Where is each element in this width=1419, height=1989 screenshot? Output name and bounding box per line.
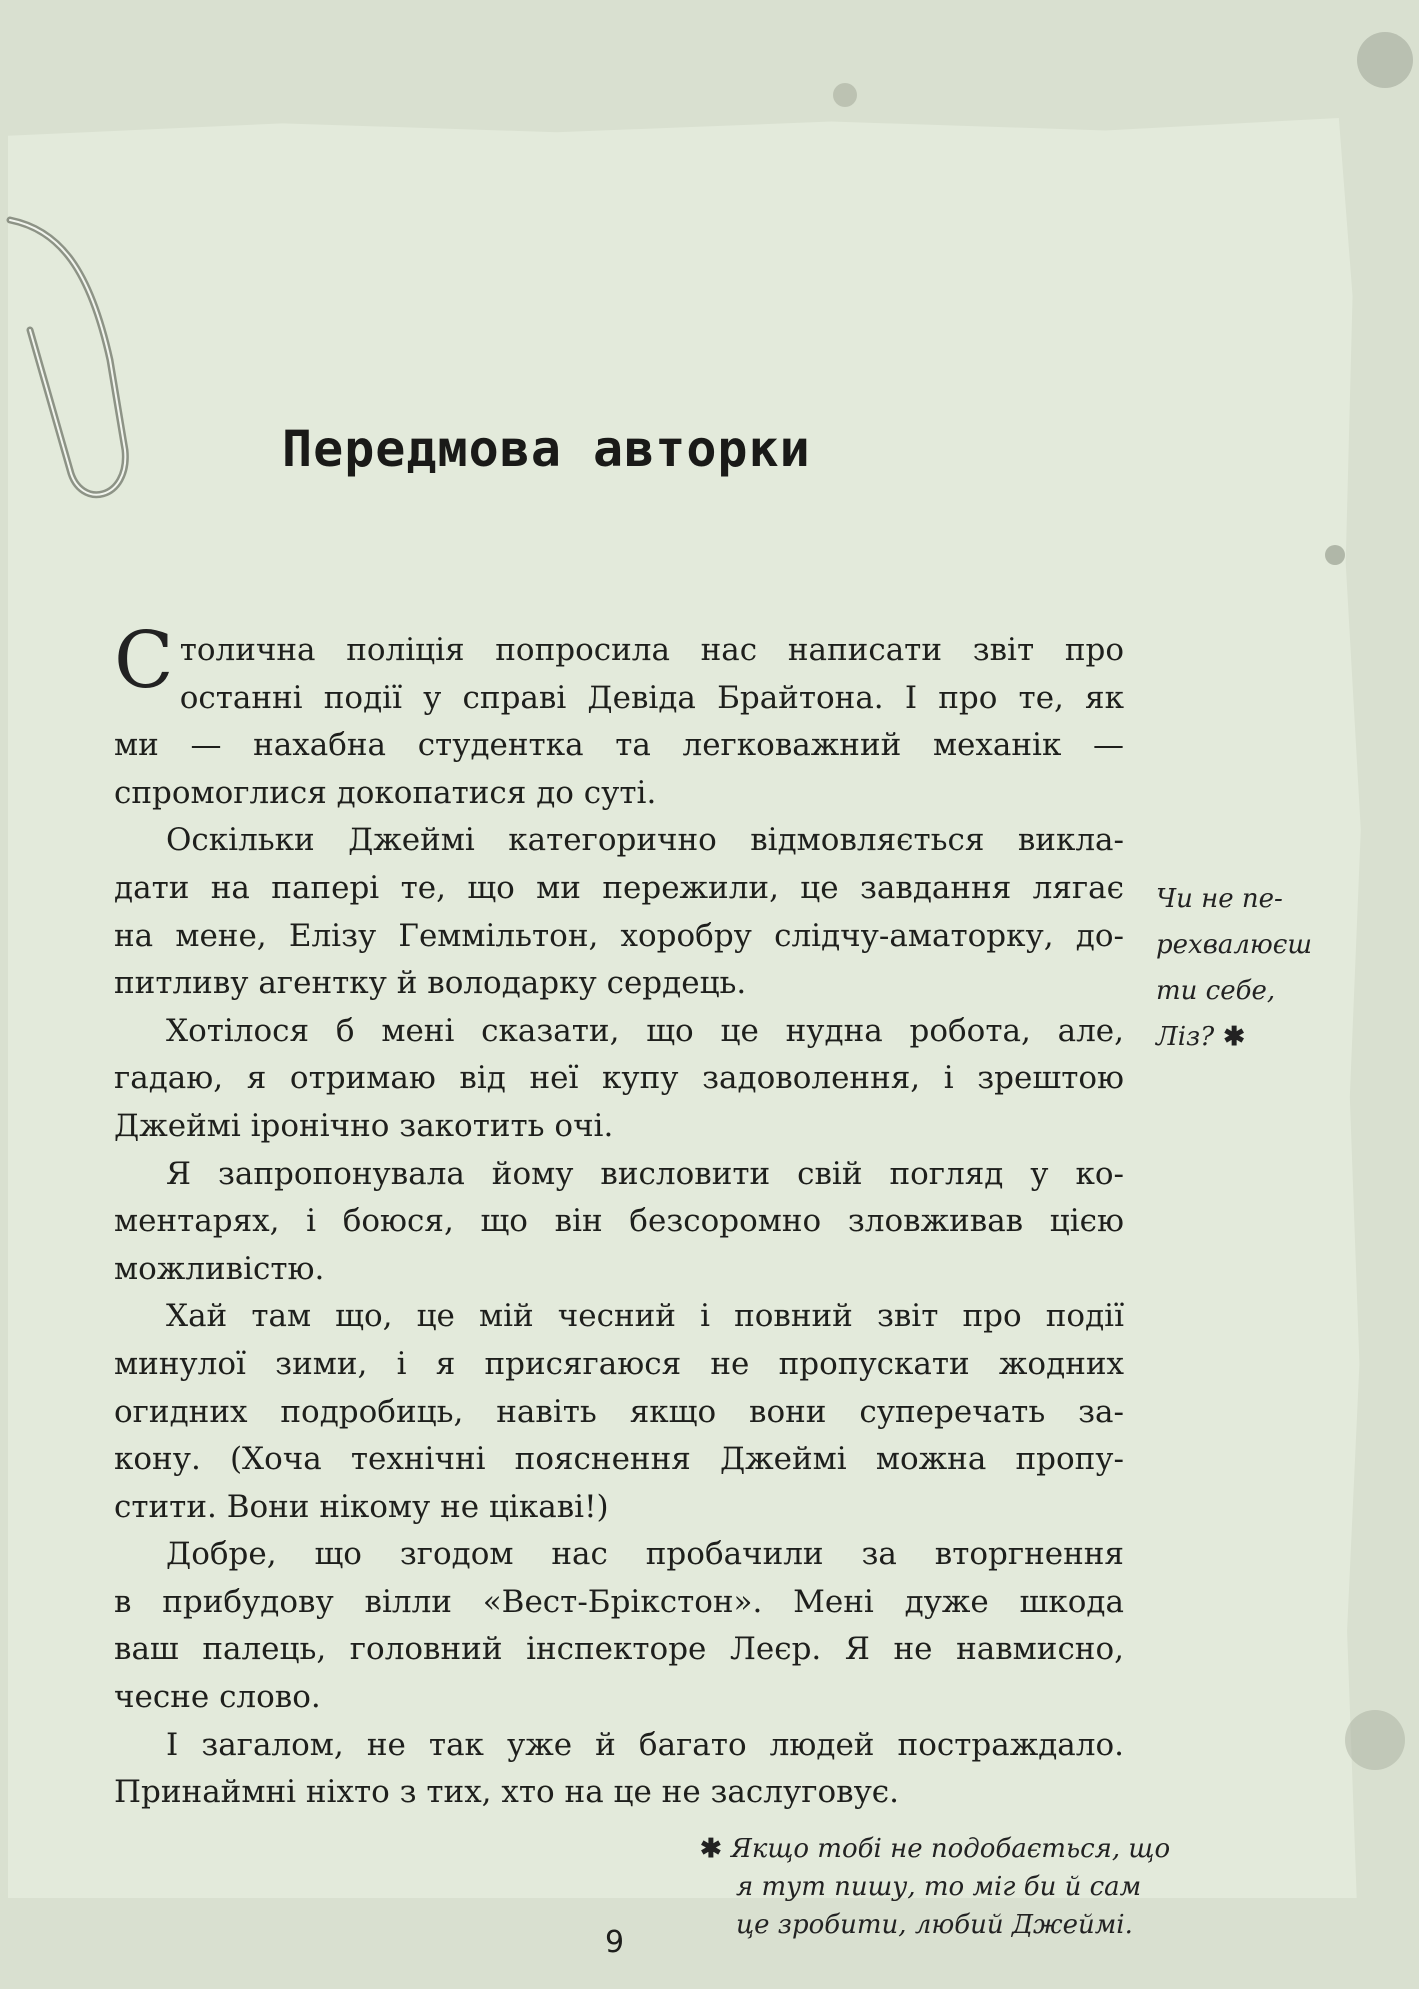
paragraph xyxy=(114,1722,1124,1817)
footnote-line: ✱ Якщо тобі не подобається, що xyxy=(700,1834,1171,1864)
side-note-line: Ліз? ✱ xyxy=(1156,1022,1245,1052)
text-line: ментарях, і боюся, що він безсоромно зловживав цією xyxy=(114,1203,1124,1240)
text-line: Джеймі іронічно закотить очі. xyxy=(114,1107,614,1144)
paragraph xyxy=(114,1293,1124,1531)
text-line: толична поліція попросила нас написати звіт про xyxy=(179,632,1124,668)
text-line: на мене, Елізу Геммільтон, хоробру слідчу-аматорку, до- xyxy=(114,917,1124,954)
side-note-line: Чи не пе- xyxy=(1156,884,1283,914)
paragraph xyxy=(114,817,1124,1007)
page-title: Передмова авторки xyxy=(282,420,811,478)
text-line: огидних подробиць, навіть якщо вони суперечать за- xyxy=(114,1393,1124,1430)
text-line: питливу агентку й володарку сердець. xyxy=(114,965,747,1002)
asterisk-icon: ✱ xyxy=(1214,1022,1245,1052)
text-line: Хотілося б мені сказати, що це нудна робота, але, xyxy=(166,1012,1124,1049)
text-line: ваш палець, головний інспекторе Леєр. Я не навмисно, xyxy=(114,1631,1124,1668)
text-line: останні події у справі Девіда Брайтона. І про те, як xyxy=(179,679,1124,716)
text-line: І загалом, не так уже й багато людей постраждало. xyxy=(166,1726,1124,1763)
text-line: спромоглися докопатися до суті. xyxy=(114,774,657,811)
footnote xyxy=(700,1830,1170,1944)
footnote-line: я тут пишу, то міг би й сам xyxy=(736,1872,1142,1902)
paragraph xyxy=(114,1151,1124,1294)
text-line: в прибудову вілли «Вест-Брікстон». Мені дуже шкода xyxy=(114,1583,1124,1620)
paragraph xyxy=(114,1531,1124,1721)
text-line: стити. Вони нікому не цікаві!) xyxy=(114,1488,609,1525)
side-note xyxy=(1156,876,1312,1060)
text-line: Принаймні ніхто з тих, хто на це не заслуговує. xyxy=(114,1774,900,1811)
text-line: Оскільки Джеймі категорично відмовляється викла- xyxy=(166,822,1124,859)
text-line: Добре, що згодом нас пробачили за вторгнення xyxy=(166,1536,1124,1573)
text-line: Хай там що, це мій чесний і повний звіт про події xyxy=(166,1298,1124,1335)
text-line: кону. (Хоча технічні пояснення Джеймі можна пропу- xyxy=(114,1441,1124,1478)
paperclip-icon xyxy=(0,210,140,530)
page-number: 9 xyxy=(605,1925,625,1960)
text-line: чесне слово. xyxy=(114,1679,321,1716)
body-text xyxy=(114,616,1124,1817)
text-line: Я запропонувала йому висловити свій погляд у ко- xyxy=(166,1155,1124,1192)
paragraph xyxy=(114,616,1124,817)
text-line: дати на папері те, що ми пережили, це завдання лягає xyxy=(114,869,1124,906)
paragraph xyxy=(114,1008,1124,1151)
footnote-line: це зробити, любий Джеймі. xyxy=(736,1910,1133,1940)
drop-cap: С xyxy=(114,616,174,706)
text-line: можливістю. xyxy=(114,1250,325,1287)
text-line: гадаю, я отримаю від неї купу задоволення, і зрештою xyxy=(114,1060,1124,1097)
text-line: минулої зими, і я присягаюся не пропускати жодних xyxy=(114,1345,1124,1382)
side-note-line: ти себе, xyxy=(1156,976,1276,1006)
text-line: ми — нахабна студентка та легковажний механік — xyxy=(114,727,1124,764)
asterisk-icon: ✱ xyxy=(700,1834,731,1864)
side-note-line: рехвалюєш xyxy=(1156,930,1312,960)
